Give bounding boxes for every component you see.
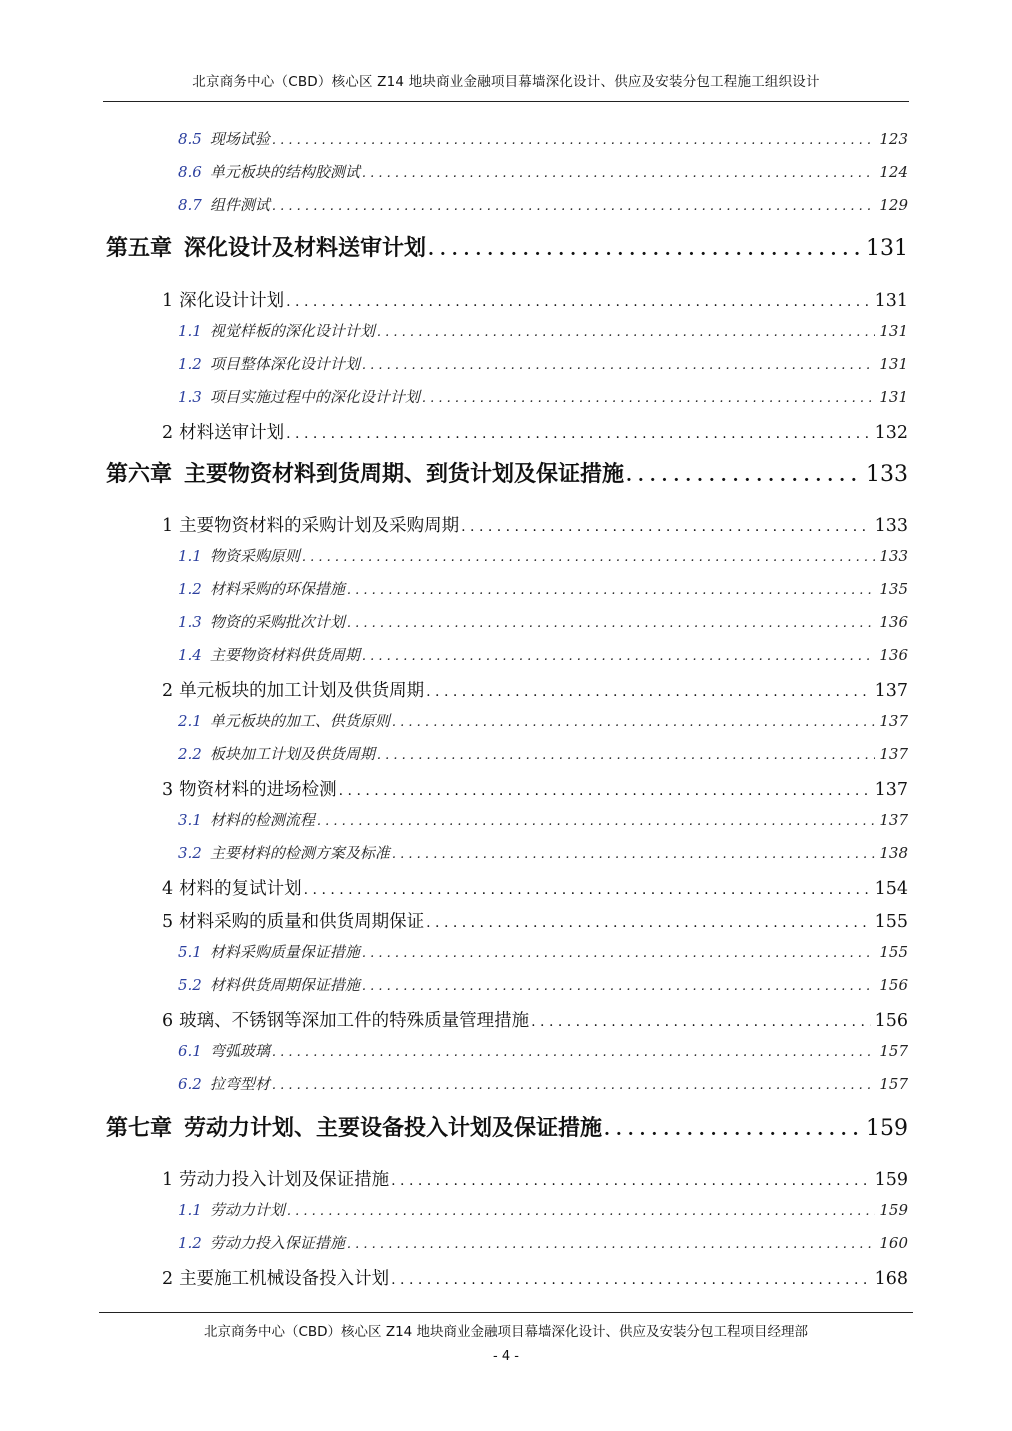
toc-subsection-entry[interactable] (178, 611, 908, 632)
toc-section-entry[interactable] (162, 776, 908, 801)
toc-entry-number: 2.1 (178, 712, 202, 730)
toc-entry-number: 第七章 (106, 1115, 173, 1141)
toc-entry-number: 3.1 (178, 811, 202, 829)
toc-entry-label (162, 419, 284, 444)
toc-subsection-entry[interactable] (178, 1073, 908, 1094)
toc-entry-number: 6.2 (178, 1075, 202, 1093)
dot-leader (347, 1237, 875, 1252)
toc-page-number: 159 (866, 1116, 908, 1141)
toc-entry-title: 深化设计及材料送审计划 (184, 235, 427, 261)
toc-page-number: 157 (879, 1042, 908, 1060)
toc-entry-number: 1.4 (178, 646, 202, 664)
toc-section-entry[interactable] (162, 512, 908, 537)
dot-leader (362, 166, 875, 181)
toc-entry-number: 5.2 (178, 976, 202, 994)
dot-leader (339, 783, 871, 799)
toc-entry-title: 劳动力计划、主要设备投入计划及保证措施 (184, 1115, 603, 1141)
toc-page-number: 131 (874, 291, 908, 311)
toc-page-number: 137 (874, 780, 908, 800)
toc-page-number: 124 (879, 163, 908, 181)
toc-entry-number: 1.1 (178, 1201, 202, 1219)
toc-entry-label (162, 1166, 389, 1191)
toc-subsection-entry[interactable] (178, 194, 908, 215)
toc-entry-label (162, 677, 424, 702)
toc-entry-title: 物资采购原则 (209, 547, 300, 565)
toc-entry-number: 1.3 (178, 613, 202, 631)
toc-entry-title: 项目整体深化设计计划 (209, 355, 360, 373)
toc-entry-label (178, 1040, 270, 1061)
toc-page-number: 168 (874, 1269, 908, 1289)
toc-entry-title: 材料供货周期保证措施 (209, 976, 360, 994)
dot-leader (362, 946, 875, 961)
page-number: - 4 - (493, 1349, 519, 1364)
toc-entry-number: 5.1 (178, 943, 202, 961)
toc-page-number: 131 (879, 355, 908, 373)
toc-entry-label (178, 1073, 270, 1094)
dot-leader (362, 649, 875, 664)
toc-page-number: 156 (879, 976, 908, 994)
toc-page-number: 135 (879, 580, 908, 598)
toc-entry-number: 6.1 (178, 1042, 202, 1060)
toc-entry-title: 主要物资材料供货周期 (209, 646, 360, 664)
dot-leader (272, 1078, 875, 1093)
toc-entry-label (178, 320, 375, 341)
toc-entry-title: 视觉样板的深化设计计划 (209, 322, 375, 340)
toc-page-number: 156 (874, 1011, 908, 1031)
toc-section-entry[interactable] (162, 677, 908, 702)
toc-subsection-entry[interactable] (178, 743, 908, 764)
toc-subsection-entry[interactable] (178, 941, 908, 962)
toc-entry-title: 板块加工计划及供货周期 (209, 745, 375, 763)
toc-entry-label (178, 194, 270, 215)
toc-subsection-entry[interactable] (178, 161, 908, 182)
toc-subsection-entry[interactable] (178, 842, 908, 863)
toc-entry-number: 2 (162, 681, 174, 701)
toc-entry-number: 4 (162, 879, 174, 899)
dot-leader (377, 325, 875, 340)
toc-subsection-entry[interactable] (178, 644, 908, 665)
toc-entry-title: 组件测试 (209, 196, 270, 214)
toc-subsection-entry[interactable] (178, 974, 908, 995)
dot-leader (347, 583, 875, 598)
toc-entry-label (162, 512, 459, 537)
footer-divider (99, 1312, 913, 1313)
toc-page-number: 137 (874, 681, 908, 701)
toc-entry-number: 1.2 (178, 355, 202, 373)
toc-entry-number: 第六章 (106, 461, 173, 487)
toc-entry-label (178, 545, 300, 566)
toc-entry-number: 1 (162, 1170, 174, 1190)
toc-entry-label (178, 128, 270, 149)
toc-page-number: 137 (879, 811, 908, 829)
toc-entry-number: 1.1 (178, 547, 202, 565)
toc-entry-title: 弯弧玻璃 (209, 1042, 270, 1060)
toc-page-number: 136 (879, 613, 908, 631)
toc-entry-label (162, 875, 302, 900)
toc-entry-label (178, 710, 390, 731)
toc-subsection-entry[interactable] (178, 710, 908, 731)
toc-entry-title: 现场试验 (209, 130, 270, 148)
dot-leader (286, 294, 870, 310)
toc-entry-label (178, 809, 315, 830)
toc-entry-title: 项目实施过程中的深化设计计划 (209, 388, 420, 406)
toc-page-number: 157 (879, 1075, 908, 1093)
toc-page-number: 133 (866, 462, 908, 487)
toc-entry-title: 主要施工机械设备投入计划 (179, 1269, 390, 1289)
toc-entry-title: 主要物资材料到货周期、到货计划及保证措施 (184, 461, 625, 487)
toc-entry-number: 3 (162, 780, 174, 800)
toc-subsection-entry[interactable] (178, 128, 908, 149)
toc-entry-label (162, 1265, 389, 1290)
toc-entry-number: 6 (162, 1011, 174, 1031)
toc-subsection-entry[interactable] (178, 386, 908, 407)
toc-subsection-entry[interactable] (178, 545, 908, 566)
toc-section-entry[interactable] (162, 875, 908, 900)
toc-entry-number: 3.2 (178, 844, 202, 862)
dot-leader (362, 979, 875, 994)
toc-section-entry[interactable] (162, 419, 908, 444)
toc-entry-number: 1 (162, 291, 174, 311)
toc-chapter-entry[interactable] (106, 231, 908, 262)
toc-page-number: 123 (879, 130, 908, 148)
dot-leader (426, 915, 870, 931)
toc-entry-label (162, 287, 284, 312)
toc-page-number: 159 (879, 1201, 908, 1219)
toc-section-entry[interactable] (162, 1007, 908, 1032)
dot-leader (272, 199, 875, 214)
toc-entry-label (178, 161, 360, 182)
dot-leader (302, 550, 875, 565)
toc-entry-number: 1.1 (178, 322, 202, 340)
toc-entry-label (162, 1007, 529, 1032)
dot-leader (604, 1120, 862, 1140)
toc-entry-number: 8.5 (178, 130, 202, 148)
toc-chapter-entry[interactable] (106, 1111, 908, 1142)
toc-entry-label (178, 1232, 345, 1253)
toc-subsection-entry[interactable] (178, 578, 908, 599)
dot-leader (347, 616, 875, 631)
toc-entry-title: 拉弯型材 (209, 1075, 270, 1093)
toc-entry-title: 劳动力投入保证措施 (209, 1234, 345, 1252)
toc-entry-number: 1 (162, 516, 174, 536)
toc-page-number: 160 (879, 1234, 908, 1252)
toc-page-number: 159 (874, 1170, 908, 1190)
dot-leader (272, 1045, 875, 1060)
dot-leader (428, 240, 862, 260)
toc-entry-title: 材料采购质量保证措施 (209, 943, 360, 961)
toc-entry-label (178, 1199, 285, 1220)
toc-entry-title: 材料的检测流程 (209, 811, 315, 829)
toc-entry-title: 单元板块的加工、供货原则 (209, 712, 390, 730)
page-footer: 北京商务中心（CBD）核心区 Z14 地块商业金融项目幕墙深化设计、供应及安装分包工程项目经理部 (203, 1324, 809, 1340)
toc-entry-label (178, 386, 420, 407)
page-header: 北京商务中心（CBD）核心区 Z14 地块商业金融项目幕墙深化设计、供应及安装分包工程施工组织设计 (192, 74, 820, 90)
toc-subsection-entry[interactable] (178, 320, 908, 341)
toc-entry-label (178, 578, 345, 599)
toc-entry-number: 1.2 (178, 1234, 202, 1252)
toc-page-number: 155 (874, 912, 908, 932)
toc-entry-label (178, 974, 360, 995)
dot-leader (391, 1272, 870, 1288)
toc-entry-title: 物资的采购批次计划 (209, 613, 345, 631)
toc-entry-title: 单元板块的加工计划及供货周期 (179, 681, 425, 701)
toc-entry-number: 5 (162, 912, 174, 932)
toc-entry-title: 物资材料的进场检测 (179, 780, 337, 800)
toc-section-entry[interactable] (162, 1265, 908, 1290)
toc-page-number: 131 (879, 322, 908, 340)
dot-leader (422, 391, 875, 406)
toc-page-number: 155 (879, 943, 908, 961)
toc-entry-title: 主要材料的检测方案及标准 (209, 844, 390, 862)
toc-page-number: 133 (874, 516, 908, 536)
toc-page-number: 137 (879, 745, 908, 763)
toc-entry-label (178, 842, 390, 863)
toc-entry-number: 2 (162, 423, 174, 443)
toc-entry-label (178, 644, 360, 665)
toc-page-number: 154 (874, 879, 908, 899)
toc-entry-title: 主要物资材料的采购计划及采购周期 (179, 516, 460, 536)
toc-entry-label (106, 231, 426, 262)
toc-page-number: 133 (879, 547, 908, 565)
dot-leader (272, 133, 875, 148)
toc-page-number: 129 (879, 196, 908, 214)
dot-leader (377, 748, 875, 763)
dot-leader (392, 847, 875, 862)
dot-leader (392, 715, 875, 730)
toc-entry-number: 2 (162, 1269, 174, 1289)
toc-entry-title: 材料送审计划 (179, 423, 285, 443)
dot-leader (426, 684, 870, 700)
toc-entry-title: 材料的复试计划 (179, 879, 302, 899)
toc-subsection-entry[interactable] (178, 1040, 908, 1061)
toc-entry-number: 2.2 (178, 745, 202, 763)
toc-entry-label (162, 776, 337, 801)
toc-entry-label (178, 611, 345, 632)
toc-entry-label (106, 1111, 602, 1142)
dot-leader (531, 1014, 870, 1030)
toc-entry-label (106, 457, 624, 488)
toc-entry-label (162, 908, 424, 933)
toc-page-number: 131 (866, 236, 908, 261)
dot-leader (304, 882, 871, 898)
toc-page-number: 131 (879, 388, 908, 406)
toc-entry-title: 材料采购的质量和供货周期保证 (179, 912, 425, 932)
toc-section-entry[interactable] (162, 908, 908, 933)
toc-entry-title: 玻璃、不锈钢等深加工件的特殊质量管理措施 (179, 1011, 530, 1031)
dot-leader (391, 1173, 870, 1189)
toc-subsection-entry[interactable] (178, 809, 908, 830)
toc-entry-label (178, 353, 360, 374)
toc-section-entry[interactable] (162, 1166, 908, 1191)
dot-leader (626, 466, 862, 486)
toc-entry-title: 材料采购的环保措施 (209, 580, 345, 598)
toc-section-entry[interactable] (162, 287, 908, 312)
toc-entry-title: 单元板块的结构胶测试 (209, 163, 360, 181)
dot-leader (287, 1204, 875, 1219)
toc-entry-number: 8.6 (178, 163, 202, 181)
toc-subsection-entry[interactable] (178, 1199, 908, 1220)
toc-page-number: 136 (879, 646, 908, 664)
dot-leader (286, 426, 870, 442)
toc-page-number: 137 (879, 712, 908, 730)
dot-leader (317, 814, 875, 829)
toc-page-number: 138 (879, 844, 908, 862)
toc-entry-number: 1.2 (178, 580, 202, 598)
toc-entry-label (178, 941, 360, 962)
toc-entry-title: 劳动力计划 (209, 1201, 285, 1219)
toc-subsection-entry[interactable] (178, 1232, 908, 1253)
dot-leader (362, 358, 875, 373)
toc-subsection-entry[interactable] (178, 353, 908, 374)
toc-entry-label (178, 743, 375, 764)
toc-entry-number: 1.3 (178, 388, 202, 406)
toc-entry-title: 深化设计计划 (179, 291, 285, 311)
toc-entry-number: 第五章 (106, 235, 173, 261)
toc-chapter-entry[interactable] (106, 457, 908, 488)
toc-entry-number: 8.7 (178, 196, 202, 214)
dot-leader (461, 519, 870, 535)
toc-page-number: 132 (874, 423, 908, 443)
toc-entry-title: 劳动力投入计划及保证措施 (179, 1170, 390, 1190)
